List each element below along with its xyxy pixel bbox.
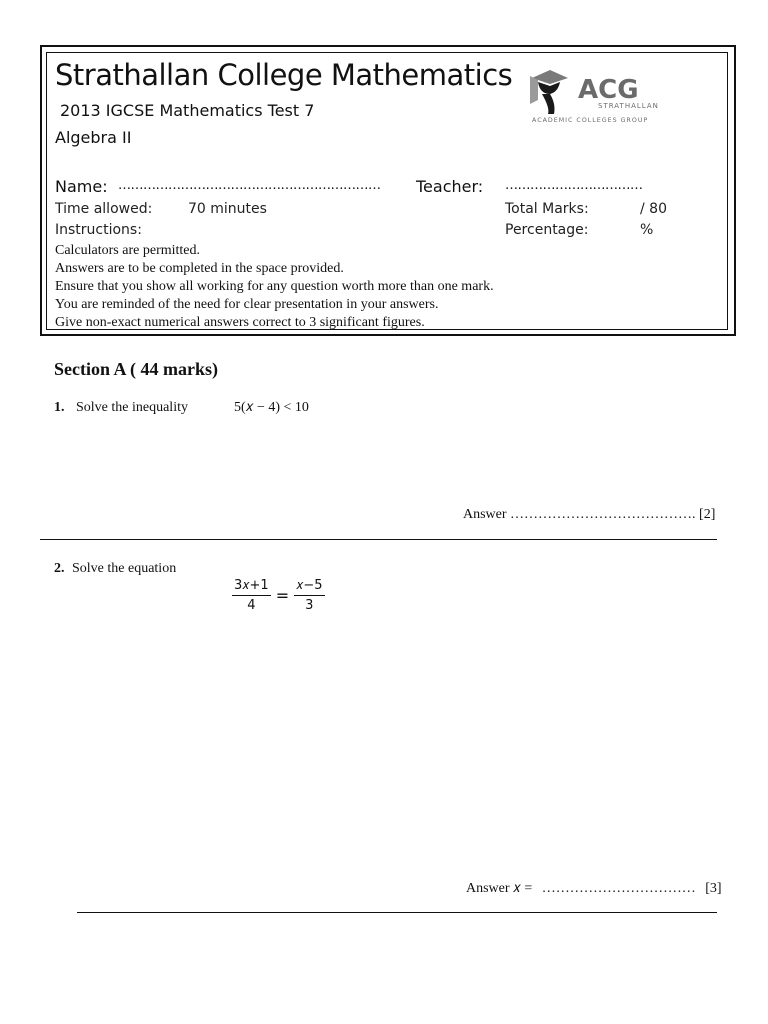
instruction-line: You are reminded of the need for clear presentation in your answers. [55, 297, 439, 312]
left-fraction [232, 578, 271, 613]
answer-label: Answer 𝑥 = [466, 881, 533, 896]
answer-label: Answer [463, 507, 507, 522]
graduate-icon [530, 70, 568, 114]
instruction-line: Give non-exact numerical answers correct to 3 significant figures. [55, 315, 425, 330]
question-1-text: Solve the inequality [76, 400, 188, 415]
total-marks-label: Total Marks: [505, 201, 589, 217]
marks: [3] [705, 881, 722, 896]
right-denominator: 3 [305, 598, 314, 613]
school-title: Strathallan College Mathematics [55, 58, 513, 92]
answer-dots[interactable]: …………………………… [541, 881, 696, 896]
question-2-answer[interactable] [466, 881, 722, 897]
teacher-label: Teacher: [416, 177, 484, 196]
question-1-number: 1. [54, 400, 65, 415]
right-numerator: 𝑥−5 [294, 578, 324, 596]
instructions-label: Instructions: [55, 222, 142, 238]
total-marks-value: / 80 [640, 201, 667, 217]
question-2-number: 2. [54, 561, 65, 576]
logo-main-text: ACG [578, 75, 639, 105]
test-title: 2013 IGCSE Mathematics Test 7 [60, 101, 315, 120]
question-divider [40, 539, 717, 540]
logo-sub-text: STRATHALLAN [598, 102, 659, 110]
left-denominator: 4 [247, 598, 256, 613]
question-1-expression: 5(𝑥 − 4) < 10 [234, 400, 309, 415]
section-title: Section A ( 44 marks) [54, 359, 218, 379]
teacher-field[interactable]: …………………………… [505, 178, 643, 193]
question-2-text: Solve the equation [72, 561, 177, 576]
time-allowed-value: 70 minutes [188, 201, 267, 217]
time-allowed-label: Time allowed: [55, 201, 153, 217]
equals-sign: = [275, 586, 290, 605]
instruction-line: Answers are to be completed in the space provided. [55, 261, 344, 276]
logo-group-text: ACADEMIC COLLEGES GROUP [532, 117, 649, 124]
name-field[interactable]: ……………………………………………………… [118, 178, 381, 193]
percentage-label: Percentage: [505, 222, 589, 238]
question-divider [77, 912, 717, 913]
marks: [2] [699, 507, 716, 522]
instruction-line: Calculators are permitted. [55, 243, 200, 258]
question-2-equation [232, 578, 325, 613]
answer-dots[interactable]: …………………………………. [510, 507, 696, 522]
percentage-value: % [640, 222, 654, 238]
acg-logo [528, 64, 668, 126]
left-numerator: 3𝑥+1 [232, 578, 271, 596]
question-1-answer[interactable] [463, 507, 715, 523]
name-label: Name: [55, 177, 108, 196]
topic-title: Algebra II [55, 128, 132, 147]
instruction-line: Ensure that you show all working for any question worth more than one mark. [55, 279, 494, 294]
right-fraction [294, 578, 324, 613]
